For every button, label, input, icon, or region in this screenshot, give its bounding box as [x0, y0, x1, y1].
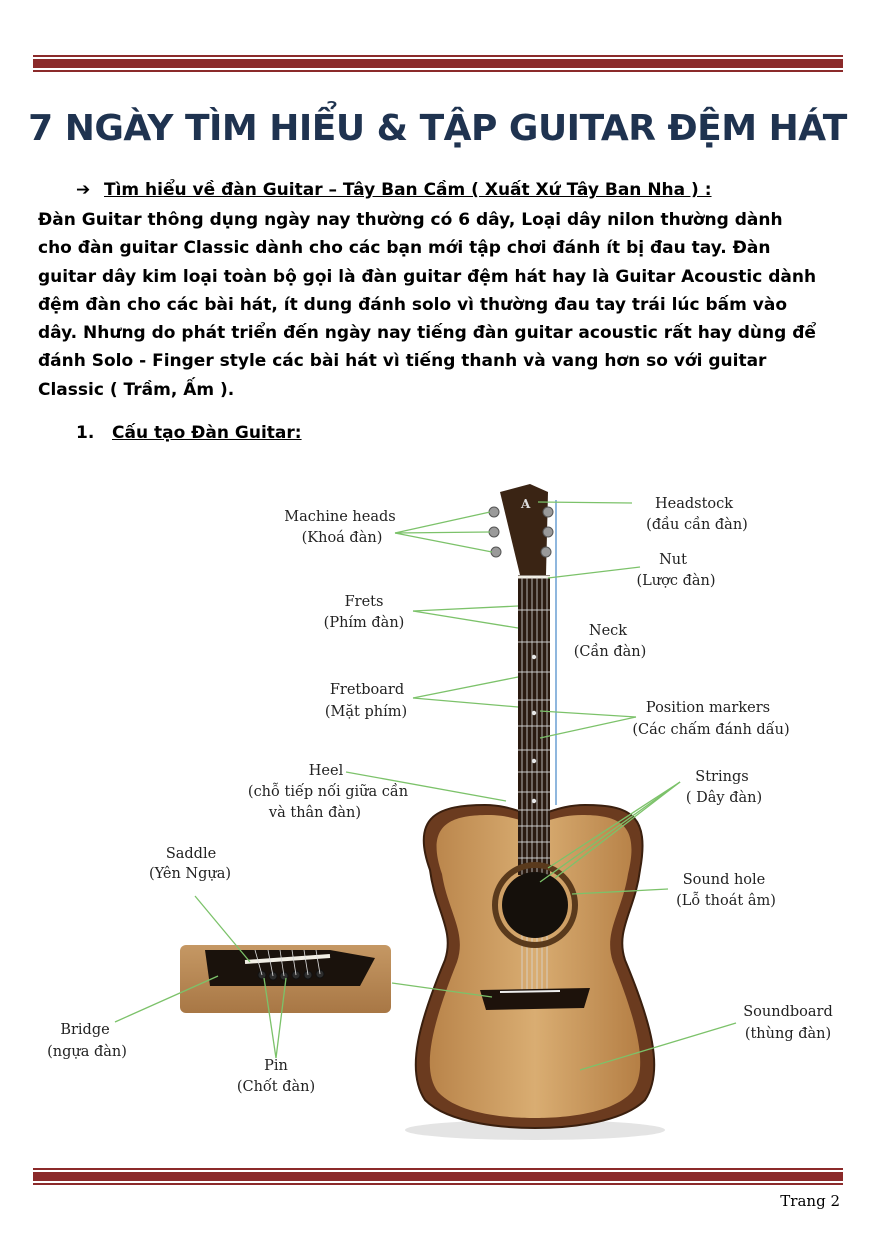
footer-rule [33, 1168, 843, 1185]
label-neck-vi: (Cần đàn) [573, 644, 647, 660]
label-soundboard: Soundboard [743, 1004, 833, 1020]
label-machine-heads-vi: (Khoá đàn) [301, 530, 383, 546]
subheading [76, 180, 712, 200]
header-rule [33, 55, 843, 72]
label-strings: Strings [695, 769, 749, 785]
guitar-neck [518, 575, 550, 875]
label-nut-vi: (Lược đàn) [636, 573, 716, 589]
label-nut: Nut [659, 552, 687, 568]
label-heel-vi-2: và thân đàn) [268, 805, 362, 821]
label-fretboard: Fretboard [329, 682, 405, 698]
paragraph-line: đánh Solo - Finger style các bài hát vì tiếng thanh và vang hơn so với guitar [38, 351, 767, 372]
page-number: Trang 2 [780, 1192, 840, 1210]
label-neck: Neck [588, 623, 628, 639]
paragraph-line: đệm đàn cho các bài hát, ít dung đánh solo vì thường đau tay trái lúc bấm vào [38, 294, 788, 315]
label-saddle: Saddle [165, 846, 217, 862]
page-title: 7 NGÀY TÌM HIỂU & TẬP GUITAR ĐỆM HÁT [28, 108, 847, 149]
label-sound-hole-vi: (Lỗ thoát âm) [676, 893, 776, 909]
label-frets: Frets [344, 594, 384, 610]
paragraph-line: guitar dây kim loại toàn bộ gọi là đàn guitar đệm hát hay là Guitar Acoustic dành [38, 266, 817, 287]
label-frets-vi: (Phím đàn) [323, 615, 405, 631]
label-pin: Pin [264, 1058, 288, 1074]
label-machine-heads: Machine heads [284, 509, 396, 525]
label-fretboard-vi: (Mặt phím) [324, 704, 408, 720]
section-title: Cấu tạo Đàn Guitar: [112, 423, 302, 443]
guitar-diagram [0, 470, 875, 1150]
subheading-text: Tìm hiểu về đàn Guitar – Tây Ban Cầm ( Xuất Xứ Tây Ban Nha ) : [104, 180, 712, 200]
label-pin-vi: (Chốt đàn) [236, 1079, 316, 1095]
label-strings-vi: ( Dây đàn) [685, 790, 763, 806]
intro-paragraph [38, 206, 844, 404]
label-headstock-vi: (đầu cần đàn) [646, 517, 748, 533]
paragraph-line: cho đàn guitar Classic dành cho các bạn mới tập chơi đánh ít bị đau tay. Đàn [38, 238, 771, 259]
label-position-markers: Position markers [645, 700, 771, 716]
label-headstock: Headstock [654, 496, 734, 512]
section-number: 1. [76, 423, 95, 443]
paragraph-line: dây. Nhưng do phát triển đến ngày nay tiếng đàn guitar acoustic rất hay dùng để [38, 323, 816, 344]
arrow-right-icon: ➔ [76, 180, 91, 200]
sound-hole [502, 872, 568, 938]
label-sound-hole: Sound hole [682, 872, 766, 888]
label-heel-vi: (chỗ tiếp nối giữa cần [247, 784, 409, 800]
headstock-logo: A [521, 497, 531, 511]
label-heel: Heel [308, 763, 344, 779]
label-bridge-vi: (ngựa đàn) [47, 1044, 127, 1060]
paragraph-line: Đàn Guitar thông dụng ngày nay thường có 6 dây, Loại dây nilon thường dành [38, 210, 783, 230]
label-position-markers-vi: (Các chấm đánh dấu) [632, 722, 790, 738]
section-heading [76, 423, 302, 443]
label-soundboard-vi: (thùng đàn) [744, 1026, 832, 1042]
label-saddle-vi: (Yên Ngựa) [148, 866, 232, 882]
label-bridge: Bridge [60, 1022, 110, 1038]
paragraph-line: Classic ( Trầm, Ấm ). [38, 379, 235, 400]
